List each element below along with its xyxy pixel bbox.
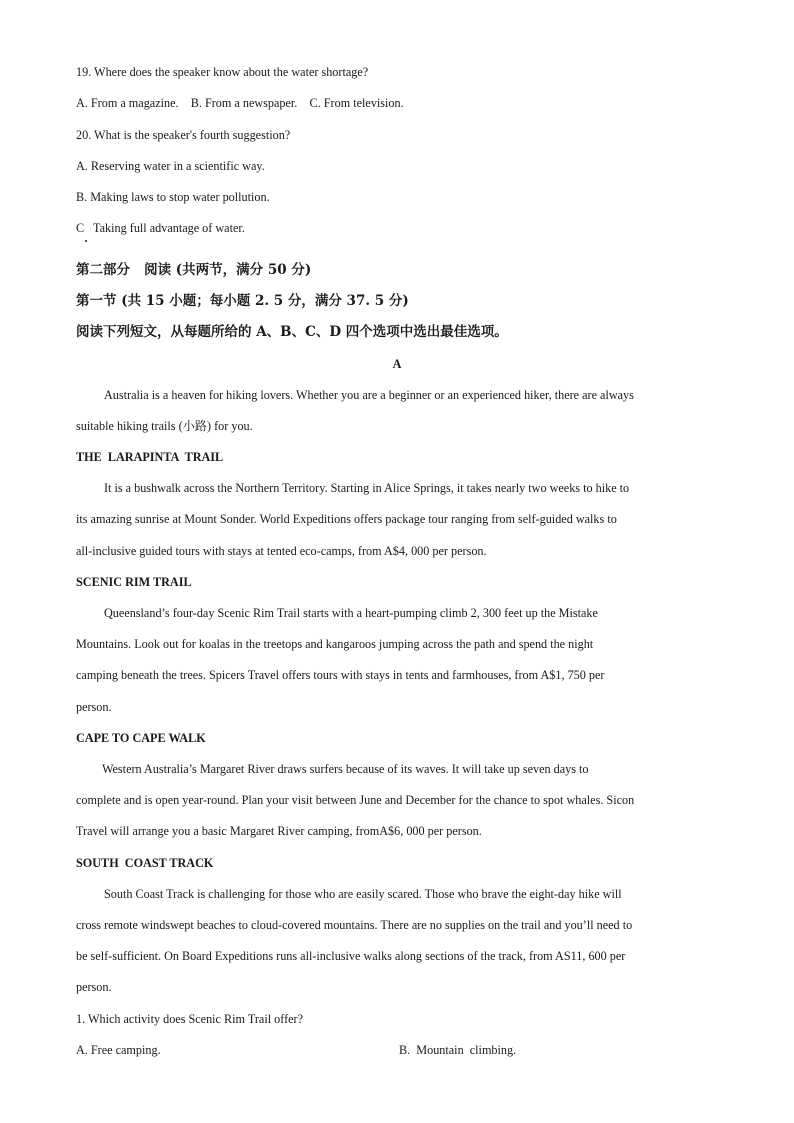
trail-line: It is a bushwalk across the Northern Territory. Starting in Alice Springs, it takes nearly two weeks to hike to xyxy=(104,481,630,495)
question-1: 1. Which activity does Scenic Rim Trail offer? xyxy=(76,1012,304,1026)
trail-heading-cape-to-cape: CAPE TO CAPE WALK xyxy=(76,731,206,745)
trail-line: Mountains. Look out for koalas in the treetops and kangaroos jumping across the path and spend the night xyxy=(76,637,594,651)
section-title: 第一节 (共 15 小题；每小题 2. 5 分，满分 37. 5 分) xyxy=(76,293,409,309)
listening-q20-option-b: B. Making laws to stop water pollution. xyxy=(76,190,270,204)
part-title: 第二部分 阅读 (共两节，满分 50 分) xyxy=(76,262,312,278)
listening-q19-options: A. From a magazine. B. From a newspaper. C. From television. xyxy=(76,96,404,110)
instructions: 阅读下列短文，从每题所给的 A、B、C、D 四个选项中选出最佳选项。 xyxy=(76,324,508,340)
trail-line: Queensland’s four-day Scenic Rim Trail starts with a heart-pumping climb 2, 300 feet up the Mistake xyxy=(104,606,598,620)
intro-line-1: Australia is a heaven for hiking lovers. Whether you are a beginner or an experienced hiker, there are always xyxy=(104,388,634,402)
listening-q20-option-a: A. Reserving water in a scientific way. xyxy=(76,159,265,173)
listening-q20: 20. What is the speaker's fourth suggestion? xyxy=(76,128,291,142)
trail-line: South Coast Track is challenging for those who are easily scared. Those who brave the eight-day hike will xyxy=(104,887,622,901)
listening-q20-option-c: C Taking full advantage of water. xyxy=(76,221,245,235)
trail-line: its amazing sunrise at Mount Sonder. World Expeditions offers package tour ranging from self-guided walks to xyxy=(76,512,617,526)
trail-line: be self-sufficient. On Board Expeditions runs all-inclusive walks along sections of the track, from AS11, 600 per xyxy=(76,949,626,963)
question-1-option-b: B. Mountain climbing. xyxy=(399,1043,517,1057)
intro-line-2: suitable hiking trails (小路) for you. xyxy=(76,419,253,433)
trail-line: complete and is open year-round. Plan your visit between June and December for the chance to spot whales. Sicon xyxy=(76,793,635,807)
passage-label: A xyxy=(392,357,402,371)
trail-line: Western Australia’s Margaret River draws surfers because of its waves. It will take up seven days to xyxy=(102,762,589,776)
question-1-option-a: A. Free camping. xyxy=(76,1043,161,1057)
trail-line: cross remote windswept beaches to cloud-covered mountains. There are no supplies on the trail and you’ll need to xyxy=(76,918,633,932)
trail-heading-south-coast: SOUTH COAST TRACK xyxy=(76,856,214,870)
trail-line: camping beneath the trees. Spicers Travel offers tours with stays in tents and farmhouses, from A$1, 750 per xyxy=(76,668,605,682)
stray-dot xyxy=(85,240,87,242)
trail-line: Travel will arrange you a basic Margaret River camping, fromA$6, 000 per person. xyxy=(76,824,482,838)
trail-line: person. xyxy=(76,980,112,994)
trail-line: person. xyxy=(76,700,112,714)
trail-heading-scenic-rim: SCENIC RIM TRAIL xyxy=(76,575,192,589)
listening-q19: 19. Where does the speaker know about the water shortage? xyxy=(76,65,369,79)
trail-line: all-inclusive guided tours with stays at tented eco-camps, from A$4, 000 per person. xyxy=(76,544,487,558)
trail-heading-larapinta: THE LARAPINTA TRAIL xyxy=(76,450,224,464)
